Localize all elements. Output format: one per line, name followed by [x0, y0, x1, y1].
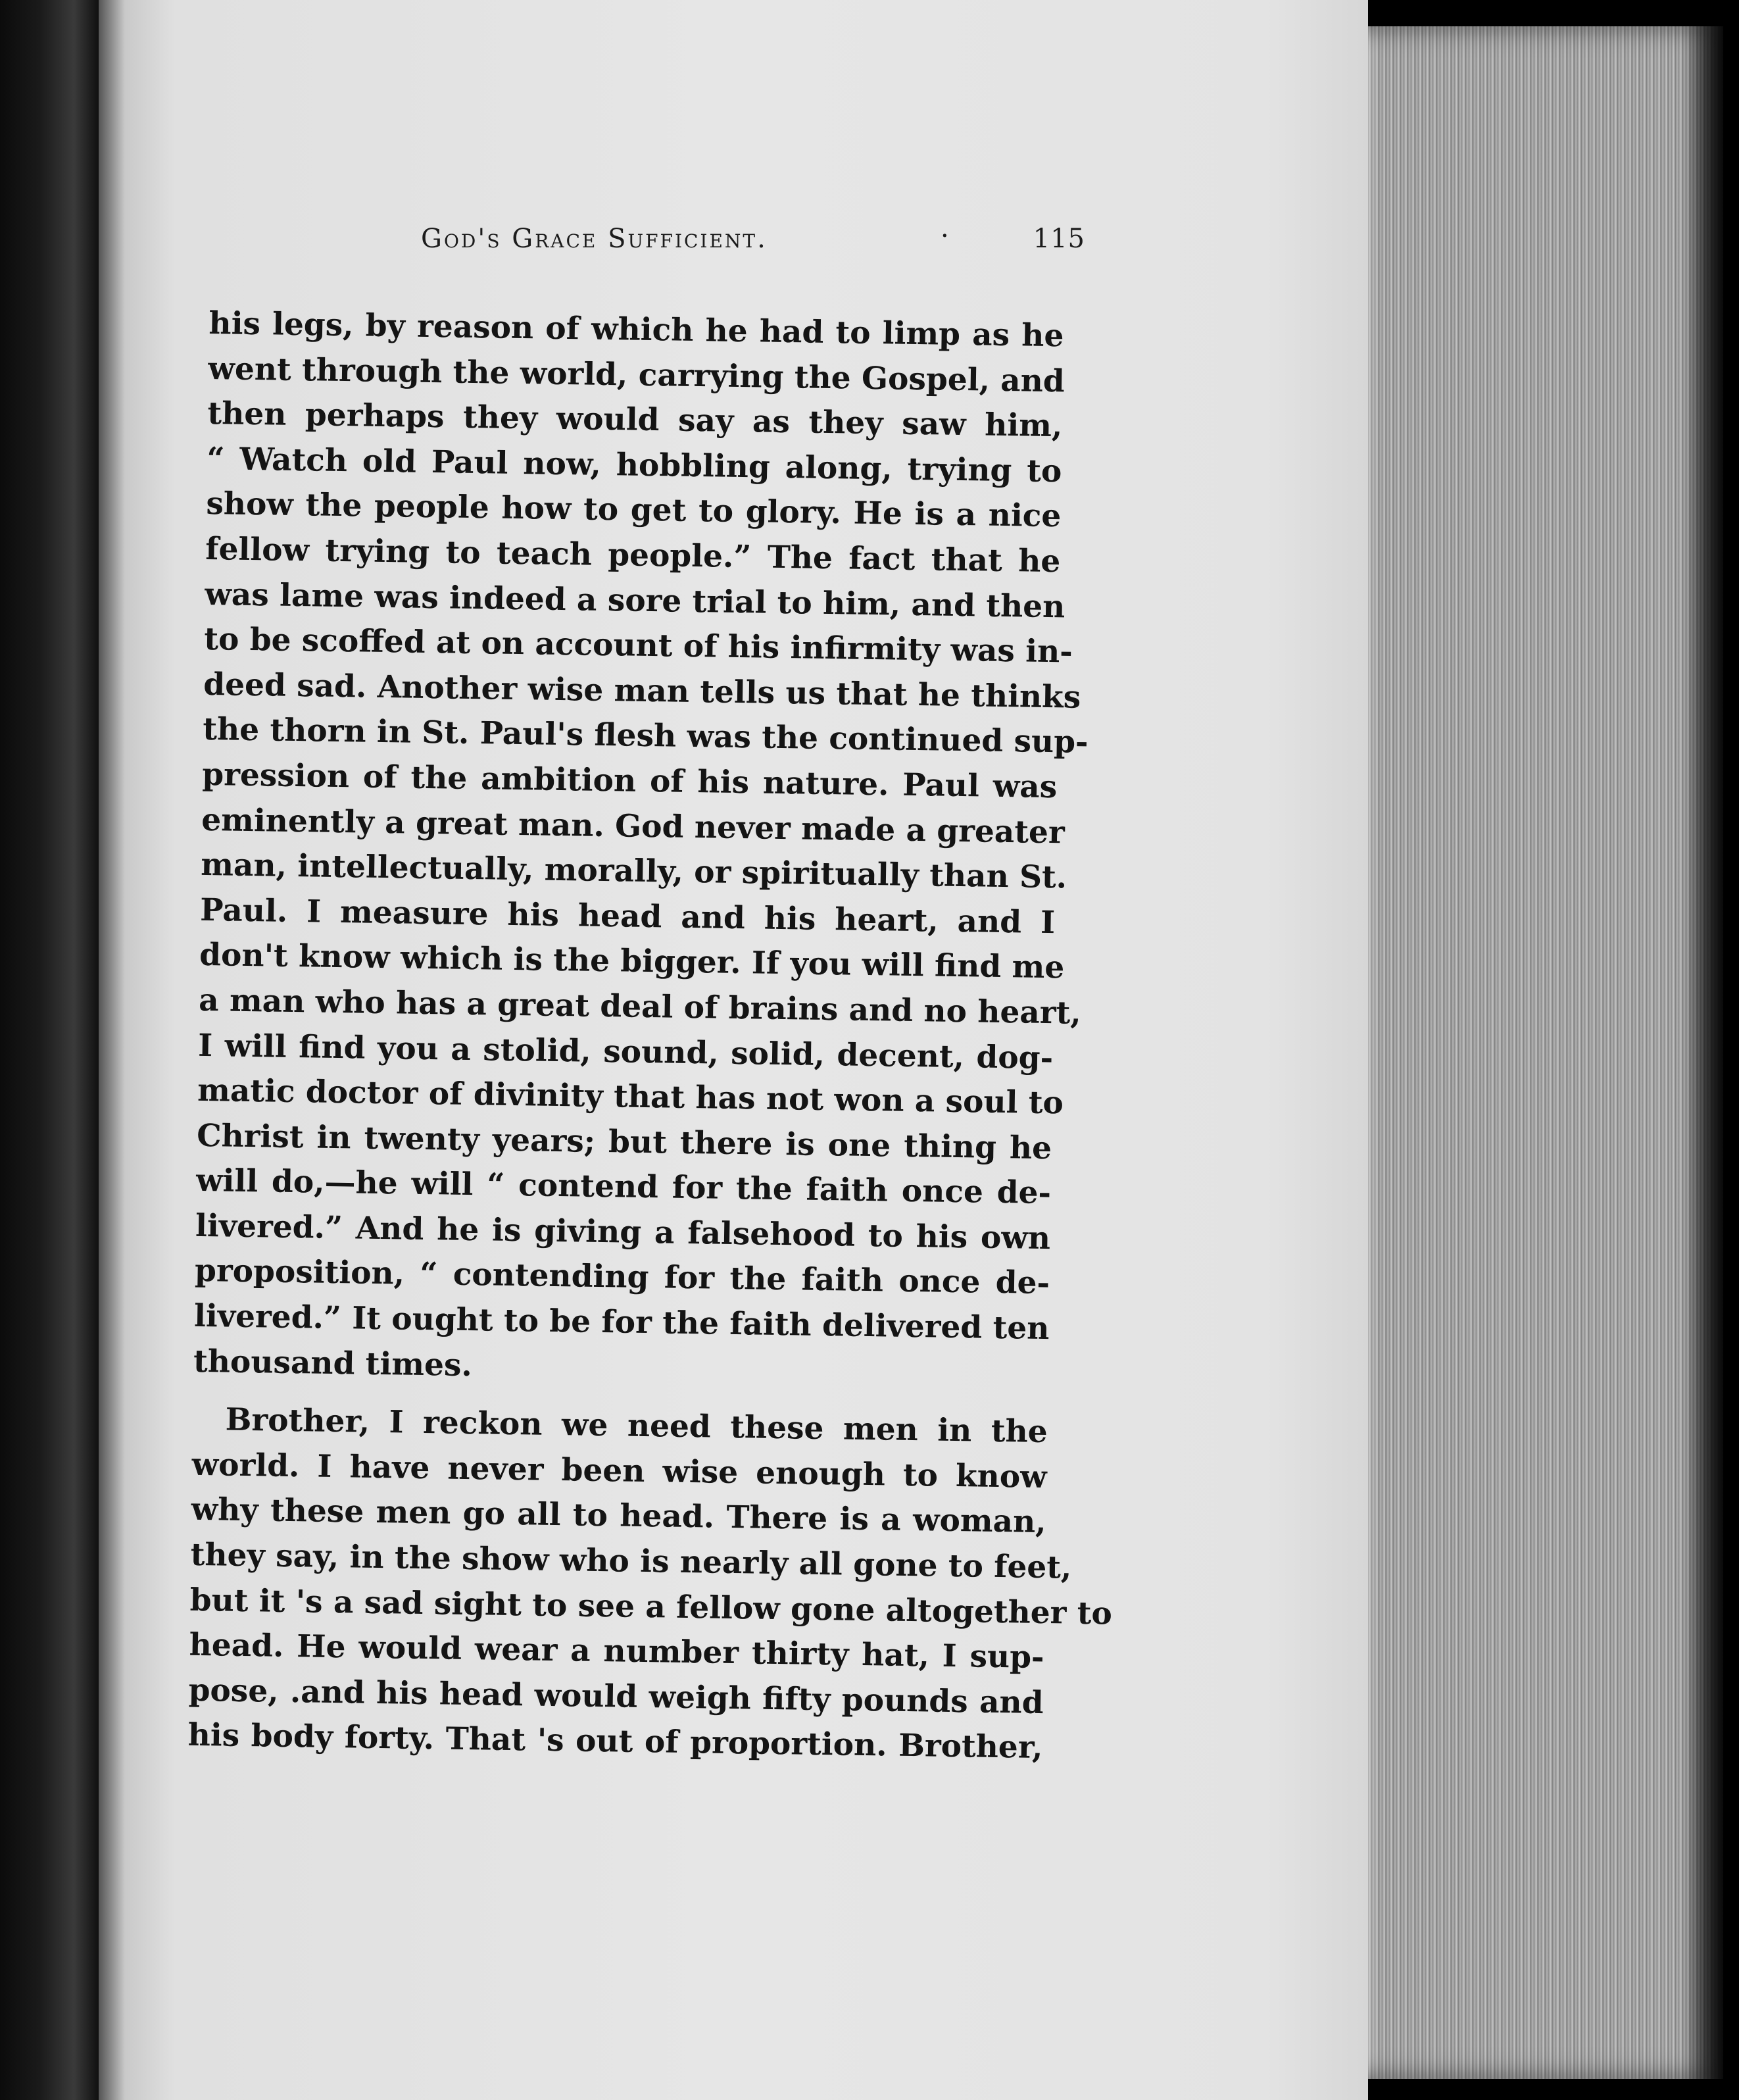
text-line: head. He would wear a number thirty hat, I sup-	[189, 1626, 1044, 1676]
text-line: was lame was indeed a sore trial to him, and then	[204, 576, 1065, 625]
text-line: Paul. I measure his head and his heart, and I	[199, 891, 1056, 941]
text-line: then perhaps they would say as they saw him,	[207, 395, 1063, 445]
running-head-title: God's Grace Sufficient.	[421, 224, 768, 254]
text-line: deed sad. Another wise man tells us that he thinks	[203, 666, 1081, 716]
text-line: livered.” It ought to be for the faith delivered ten	[193, 1297, 1050, 1347]
scan-left-border	[0, 0, 99, 2100]
text-line: to be scoffed at on account of his infirmity was in-	[203, 621, 1073, 670]
running-head-separator: ·	[941, 221, 951, 251]
text-line: proposition, “ contending for the faith once de-	[194, 1253, 1050, 1302]
text-line: his legs, by reason of which he had to limp as he	[208, 305, 1064, 355]
text-line: Brother, I reckon we need these men in the	[225, 1401, 1048, 1451]
text-line: pression of the ambition of his nature. Paul was	[201, 756, 1058, 806]
text-line: why these men go all to head. There is a woman,	[191, 1491, 1047, 1541]
text-line: eminently a great man. God never made a greater	[201, 801, 1065, 851]
text-line: the thorn in St. Paul's flesh was the continued sup-	[202, 711, 1089, 761]
text-line: “ Watch old Paul now, hobbling along, trying to	[207, 440, 1062, 490]
book-page-edges	[1368, 26, 1723, 2079]
text-line: show the people how to get to glory. He is a nice	[206, 486, 1062, 535]
text-line: a man who has a great deal of brains and no heart,	[198, 982, 1082, 1032]
text-line: thousand times.	[193, 1343, 473, 1384]
paragraph-1	[193, 301, 1089, 1397]
text-line: went through the world, carrying the Gospel, and	[208, 350, 1065, 399]
paragraph-2	[187, 1397, 1113, 1771]
text-line: will do,—he will “ contend for the faith once de-	[195, 1162, 1052, 1212]
text-line: man, intellectually, morally, or spiritually than St.	[200, 847, 1067, 896]
text-line: they say, in the show who is nearly all gone to feet,	[190, 1536, 1072, 1586]
running-head	[421, 221, 1085, 276]
text-line: I will find you a stolid, sound, solid, decent, dog-	[197, 1027, 1054, 1076]
text-line: world. I have never been wise enough to know	[191, 1446, 1048, 1495]
text-line: matic doctor of divinity that has not won a soul to	[197, 1072, 1064, 1122]
text-line: his body forty. That 's out of proportion. Brother,	[187, 1717, 1043, 1766]
text-line: Christ in twenty years; but there is one thing he	[196, 1117, 1052, 1166]
text-line: livered.” And he is giving a falsehood to his own	[195, 1207, 1051, 1257]
text-line: fellow trying to teach people.” The fact that he	[205, 530, 1061, 580]
text-line: pose, .and his head would weigh fifty pounds and	[188, 1672, 1044, 1721]
page-number: 115	[1033, 224, 1085, 254]
body-text	[187, 301, 1113, 1771]
text-line: but it 's a sad sight to see a fellow gone altogether to	[189, 1582, 1113, 1632]
text-line: don't know which is the bigger. If you will find me	[199, 937, 1065, 986]
gutter-shadow	[99, 0, 125, 2100]
